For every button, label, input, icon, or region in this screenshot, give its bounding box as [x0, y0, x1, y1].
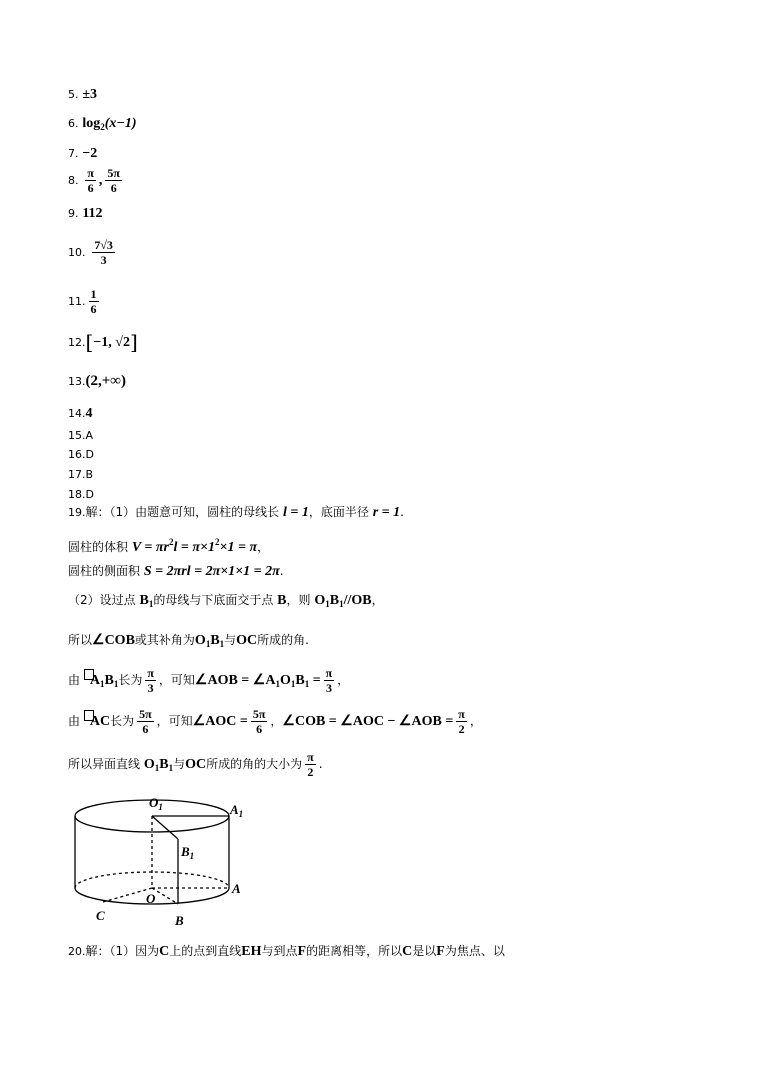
q19-by2-expr-1: ∠AOC =: [192, 714, 248, 729]
answer-7: [68, 145, 97, 162]
q20-c2: C: [402, 944, 413, 959]
q19-so-b-sub: 1: [219, 639, 225, 649]
answer-17: [68, 466, 93, 483]
q20-e: 是以: [412, 944, 437, 958]
q19-fin-b: B: [159, 757, 169, 772]
q19-by1-c: ，可知: [158, 673, 195, 687]
answer-14: [68, 405, 93, 422]
answer-6-log: log: [82, 116, 101, 131]
q19-volume-line: [68, 534, 269, 556]
q19-by1-eq: =: [309, 673, 321, 688]
q19-number: 19.: [68, 506, 86, 519]
q19-by1-f2den: 3: [325, 681, 332, 695]
q19-part2-o-sub: 1: [325, 599, 330, 609]
answer-8-f1-numerator: π: [87, 166, 94, 180]
q19-volume-sup-2: 2: [215, 537, 220, 547]
answer-10: [68, 238, 118, 267]
answer-8-fraction-2: [105, 166, 122, 195]
q19-by1-a: 由: [68, 673, 81, 687]
segment-o-b: [152, 888, 178, 904]
answer-14-value: 4: [85, 406, 93, 421]
q20-f-text: 为焦点、以: [444, 944, 505, 958]
answer-12-left-bracket: [: [85, 330, 94, 354]
q19-so-d: 所成的角.: [257, 633, 309, 647]
q20-d: 的距离相等，所以: [306, 944, 403, 958]
q20-f: F: [297, 944, 307, 959]
answer-8-fraction-1: [85, 166, 96, 195]
q20-c-text: 与到点: [261, 944, 298, 958]
q19-by2-a: 由: [68, 714, 81, 728]
q20-c: C: [159, 944, 170, 959]
q19-side-label: 圆柱的侧面积: [68, 564, 141, 578]
answer-9-value: 112: [82, 206, 103, 221]
answer-8: [68, 166, 125, 195]
q19-so-line: [68, 632, 309, 652]
q19-by1-s2: 1: [290, 679, 296, 689]
q19-volume-label: 圆柱的体积: [68, 540, 129, 554]
q19-part2-parallel: //OB: [343, 593, 372, 608]
q19-by2-b: 长为: [110, 714, 135, 728]
answer-16-number: 16.: [68, 448, 86, 461]
q19-part2-b: 的母线与下底面交于点: [153, 593, 274, 607]
q19-by2-expr-2: ∠COB = ∠AOC − ∠AOB =: [282, 714, 454, 729]
answer-6-number: 6.: [68, 117, 79, 130]
answer-16-value: D: [85, 448, 94, 461]
answer-8-separator: ,: [98, 173, 103, 188]
q19-by2-fraction-2: [251, 707, 268, 736]
answer-11-denominator: 6: [90, 302, 97, 316]
answer-12-number: 12.: [68, 336, 86, 349]
q19-final-line: [68, 750, 323, 779]
q19-by2-fnum: 5π: [139, 707, 152, 721]
q19-part2-point-b: B: [277, 593, 287, 608]
answer-6: [68, 115, 137, 135]
q19-side-line: [68, 563, 284, 580]
q19-intro: 解：（1）由题意可知，圆柱的母线长: [85, 505, 280, 519]
q20-number: 20.: [68, 945, 86, 958]
answer-12: [68, 330, 138, 354]
q19-by1-fnum: π: [147, 666, 154, 680]
q19-fin-b-sub: 1: [168, 763, 174, 773]
q19-by2-f2den: 6: [256, 722, 263, 736]
q19-r-expr: r = 1: [372, 505, 401, 520]
q19-by1-line: [68, 666, 349, 695]
answer-9: [68, 205, 103, 222]
q19-by1-fraction: [145, 666, 156, 695]
q19-fin-with: 与: [173, 757, 186, 771]
q19-by1-a-sub: 1: [99, 679, 105, 689]
answer-10-denominator: 3: [100, 253, 107, 267]
answer-15-number: 15.: [68, 429, 86, 442]
q19-fin-a: 所以异面直线: [68, 757, 141, 771]
q19-so-o: O: [194, 633, 206, 648]
q19-volume-end: ，: [257, 540, 270, 554]
answer-18: [68, 486, 94, 503]
answer-18-value: D: [85, 488, 94, 501]
q19-so-oc: OC: [236, 633, 258, 648]
q19-fin-fden: 2: [307, 765, 314, 779]
q19-by1-a-letter: A: [89, 673, 100, 688]
q19-by2-end: ，: [469, 714, 482, 728]
q19-so-c: 与: [224, 633, 237, 647]
q19-by2-c: ，可知: [156, 714, 193, 728]
cylinder-figure: [70, 788, 260, 933]
q19-by2-fraction-3: [456, 707, 467, 736]
answer-11-fraction: [89, 287, 99, 316]
answer-6-base: 2: [100, 122, 105, 132]
q19-so-b: 或其补角为: [134, 633, 195, 647]
q19-by1-fden: 3: [147, 681, 154, 695]
q19-angle-cob: ∠COB: [92, 633, 135, 648]
answer-5-number: 5.: [68, 88, 79, 101]
q19-by2-fraction: [137, 707, 154, 736]
answer-8-f1-denominator: 6: [87, 181, 94, 195]
q19-fin-o-sub: 1: [154, 763, 160, 773]
q19-mid: ，底面半径: [308, 505, 369, 519]
q19-by2-f3den: 2: [458, 722, 465, 736]
answer-10-numerator: 7√3: [94, 238, 113, 252]
q19-so-o-sub: 1: [205, 639, 211, 649]
q20-a: 解：（1）因为: [85, 944, 160, 958]
q19-by1-s1: 1: [275, 679, 280, 689]
answer-10-number: 10.: [68, 246, 86, 259]
q19-by2-line: [68, 707, 482, 736]
q19-volume-expr-1: V = πr: [131, 540, 169, 555]
label-b1: $B_1$: [181, 844, 195, 861]
answer-7-number: 7.: [68, 147, 79, 160]
q19-by1-fraction-2: [324, 666, 335, 695]
answer-13-value: (2,+∞): [85, 373, 126, 389]
q19-by1-b-sub: 1: [113, 679, 119, 689]
q19-side-expr: S = 2πrl = 2π×1×1 = 2π: [143, 564, 280, 579]
answer-8-f2-numerator: 5π: [107, 166, 120, 180]
q19-fin-fraction: [305, 750, 316, 779]
answer-9-number: 9.: [68, 207, 79, 220]
q19-part2-b1-sub: 1: [148, 599, 154, 609]
bottom-back-arc: [75, 872, 229, 888]
answer-8-number: 8.: [68, 174, 79, 187]
q19-end: .: [400, 505, 404, 519]
q19-by2-f3num: π: [458, 707, 465, 721]
q20-f2: F: [436, 944, 445, 959]
q19-by1-end: ，: [337, 673, 350, 687]
q20-eh: EH: [241, 944, 262, 959]
q19-part2-b-sub: 1: [339, 599, 344, 609]
q19-fin-c: 所成的角的大小为: [206, 757, 303, 771]
answer-13: [68, 373, 126, 390]
label-o: O: [146, 891, 156, 906]
answer-16: [68, 446, 94, 463]
q19-so-a: 所以: [68, 633, 93, 647]
q19-by2-ac: AC: [89, 714, 111, 729]
q19-part2-a: （2）设过点: [68, 593, 136, 607]
q19-part2-c: ，则: [286, 593, 311, 607]
label-a: A: [232, 881, 241, 896]
q19-by1-expr-3: B: [295, 673, 305, 688]
q19-by2-fden: 6: [142, 722, 149, 736]
answer-7-value: −2: [82, 146, 98, 161]
q19-part2-line: [68, 592, 384, 612]
answer-14-number: 14.: [68, 407, 86, 420]
answer-17-number: 17.: [68, 468, 86, 481]
label-o1: $O_1$: [149, 795, 163, 812]
q20-line-1: [68, 943, 505, 960]
label-c: C: [96, 908, 105, 923]
q19-fin-fnum: π: [307, 750, 314, 764]
label-a1: $A_1$: [230, 802, 244, 819]
answer-12-right-bracket: ]: [129, 330, 138, 354]
answer-5: [68, 86, 97, 103]
segment-o1-b1: [152, 816, 178, 839]
q19-fin-o: O: [143, 757, 155, 772]
q19-volume-expr-3: ×1 = π: [219, 540, 258, 555]
answer-5-value: ±3: [82, 87, 98, 102]
q19-so-b-letter: B: [210, 633, 220, 648]
q19-by2-f2num: 5π: [252, 707, 266, 721]
answer-11-number: 11.: [68, 295, 86, 308]
answer-11-numerator: 1: [90, 287, 97, 301]
answer-13-number: 13.: [68, 375, 86, 388]
label-b: B: [175, 913, 184, 928]
answer-17-value: B: [85, 468, 94, 481]
answer-6-arg: (x−1): [104, 116, 137, 131]
q19-part2-b: B: [329, 593, 340, 608]
q19-part2-d: ，: [371, 593, 384, 607]
q19-by1-expr-1: ∠AOB = ∠A: [194, 673, 276, 688]
q19-volume-sup-1: 2: [169, 537, 174, 547]
q19-side-end: .: [279, 564, 284, 578]
q20-b: 上的点到直线: [169, 944, 242, 958]
answer-11: [68, 287, 102, 316]
answer-15: [68, 427, 93, 444]
answer-18-number: 18.: [68, 488, 86, 501]
answer-15-value: A: [85, 429, 94, 442]
q19-by1-f2num: π: [325, 666, 333, 680]
q19-part2-o: O: [314, 593, 326, 608]
q19-by1-expr-2: O: [279, 673, 291, 688]
q19-l-expr: l = 1: [282, 505, 309, 520]
q19-by2-d: ，: [270, 714, 283, 728]
q19-fin-end: .: [318, 757, 323, 771]
q19-part2-b1-letter: B: [139, 593, 149, 608]
q19-volume-expr-2: l = π×1: [173, 540, 215, 555]
q19-by1-b: 长为: [118, 673, 143, 687]
answer-8-f2-denominator: 6: [110, 181, 117, 195]
segment-o-c: [103, 888, 152, 902]
q19-by1-s3: 1: [304, 679, 310, 689]
answer-12-value: −1, √2: [93, 335, 130, 350]
answer-10-fraction: [92, 238, 115, 267]
q19-fin-oc: OC: [185, 757, 207, 772]
q19-line-1: [68, 504, 404, 521]
q19-by1-b-letter: B: [104, 673, 114, 688]
